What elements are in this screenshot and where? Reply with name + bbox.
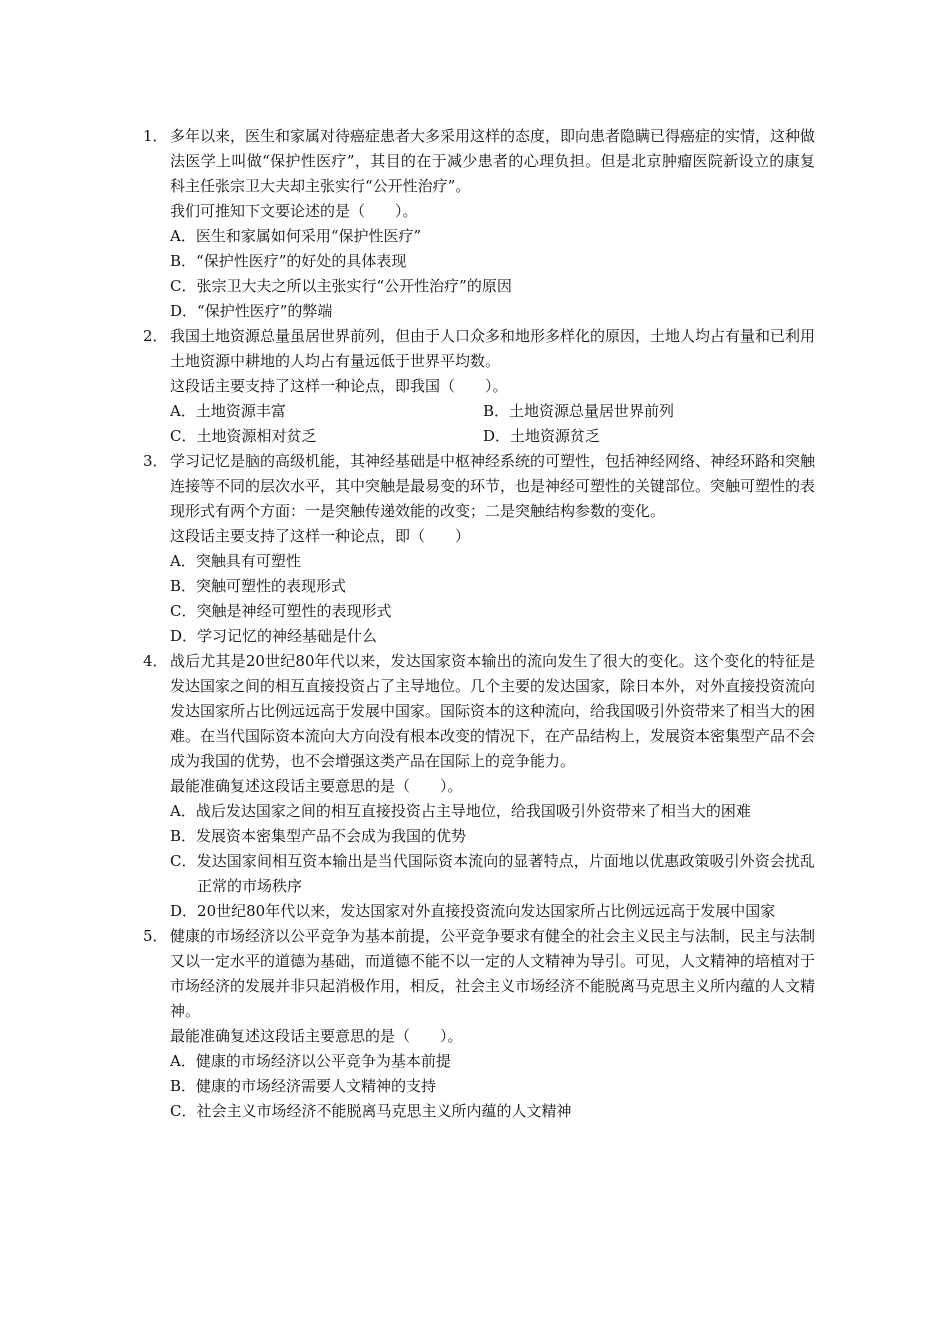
- option-c: C．发达国家间相互资本输出是当代国际资本流向的显著特点，片面地以优惠政策吸引外资会扰乱正常的市场秩序: [170, 852, 815, 895]
- question-body: [170, 124, 815, 324]
- question-prompt: 这段话主要支持了这样一种论点，即我国（ ）。: [170, 377, 508, 395]
- option-c: C．张宗卫大夫之所以主张实行“公开性治疗”的原因: [170, 277, 512, 295]
- question-3: [143, 449, 815, 649]
- option-a: A．战后发达国家之间的相互直接投资占主导地位，给我国吸引外资带来了相当大的困难: [170, 802, 751, 820]
- option-d: D．“保护性医疗”的弊端: [170, 302, 333, 320]
- question-number: 3．: [143, 452, 168, 470]
- question-number: 2．: [143, 327, 168, 345]
- option-a: A．突触具有可塑性: [170, 552, 301, 570]
- option-b: B．“保护性医疗”的好处的具体表现: [170, 252, 407, 270]
- option-b: B．发展资本密集型产品不会成为我国的优势: [170, 827, 467, 845]
- question-2: [143, 324, 815, 449]
- question-number: 4．: [143, 652, 168, 670]
- option-b: B．健康的市场经济需要人文精神的支持: [170, 1077, 437, 1095]
- document-page: [143, 124, 815, 1124]
- question-4: [143, 649, 815, 924]
- option-d: D．土地资源贫乏: [483, 427, 601, 445]
- option-c: C．社会主义市场经济不能脱离马克思主义所内蕴的人文精神: [170, 1102, 572, 1120]
- option-c: C．突触是神经可塑性的表现形式: [170, 602, 392, 620]
- question-number: 1．: [143, 127, 168, 145]
- question-5: [143, 924, 815, 1124]
- question-number: 5．: [143, 927, 168, 945]
- question-stem: 多年以来，医生和家属对待癌症患者大多采用这样的态度，即向患者隐瞒已得癌症的实情，这种做法医学上叫做“保护性医疗”，其目的在于减少患者的心理负担。但是北京肿瘤医院新设立的康复科主任张宗卫大夫却主张实行“公开性治疗”。: [170, 127, 816, 195]
- question-stem: 我国土地资源总量虽居世界前列，但由于人口众多和地形多样化的原因，土地人均占有量和已利用土地资源中耕地的人均占有量远低于世界平均数。: [170, 327, 816, 370]
- question-prompt: 最能准确复述这段话主要意思的是（ ）。: [170, 1027, 463, 1045]
- option-b: B．突触可塑性的表现形式: [170, 577, 347, 595]
- question-stem: 学习记忆是脑的高级机能，其神经基础是中枢神经系统的可塑性，包括神经网络、神经环路和突触连接等不同的层次水平，其中突触是最易变的环节，也是神经可塑性的关键部位。突触可塑性的表现形式有两个方面：一是突触传递效能的改变；二是突触结构参数的变化。: [170, 452, 816, 520]
- question-prompt: 这段话主要支持了这样一种论点，即（ ）: [170, 527, 471, 545]
- option-a: A．医生和家属如何采用“保护性医疗”: [170, 227, 422, 245]
- option-d: D．学习记忆的神经基础是什么: [170, 627, 378, 645]
- question-body: [170, 924, 815, 1124]
- option-a: A．土地资源丰富: [170, 402, 286, 420]
- question-body: [170, 649, 815, 924]
- question-stem: 健康的市场经济以公平竞争为基本前提，公平竞争要求有健全的社会主义民主与法制，民主与法制又以一定水平的道德为基础，而道德不能不以一定的人文精神为导引。可见，人文精神的培植对于市场经济的发展并非只起消极作用，相反，社会主义市场经济不能脱离马克思主义所内蕴的人文精神。: [170, 927, 816, 1020]
- question-prompt: 我们可推知下文要论述的是（ ）。: [170, 202, 418, 220]
- question-body: [170, 449, 815, 649]
- question-stem: 战后尤其是20世纪80年代以来，发达国家资本输出的流向发生了很大的变化。这个变化的特征是发达国家之间的相互直接投资占了主导地位。几个主要的发达国家，除日本外，对外直接投资流向发达国家所占比例远远高于发展中国家。国际资本的这种流向，给我国吸引外资带来了相当大的困难。在当代国际资本流向大方向没有根本改变的情况下，在产品结构上，发展资本密集型产品不会成为我国的优势，也不会增强这类产品在国际上的竞争能力。: [170, 652, 816, 770]
- option-c: C．土地资源相对贫乏: [170, 427, 317, 445]
- option-d: D．20世纪80年代以来，发达国家对外直接投资流向发达国家所占比例远远高于发展中国家: [170, 902, 776, 920]
- question-prompt: 最能准确复述这段话主要意思的是（ ）。: [170, 777, 463, 795]
- option-a: A．健康的市场经济以公平竞争为基本前提: [170, 1052, 451, 1070]
- question-1: [143, 124, 815, 324]
- option-b: B．土地资源总量居世界前列: [483, 402, 675, 420]
- option-grid: [170, 399, 815, 449]
- question-body: [170, 324, 815, 449]
